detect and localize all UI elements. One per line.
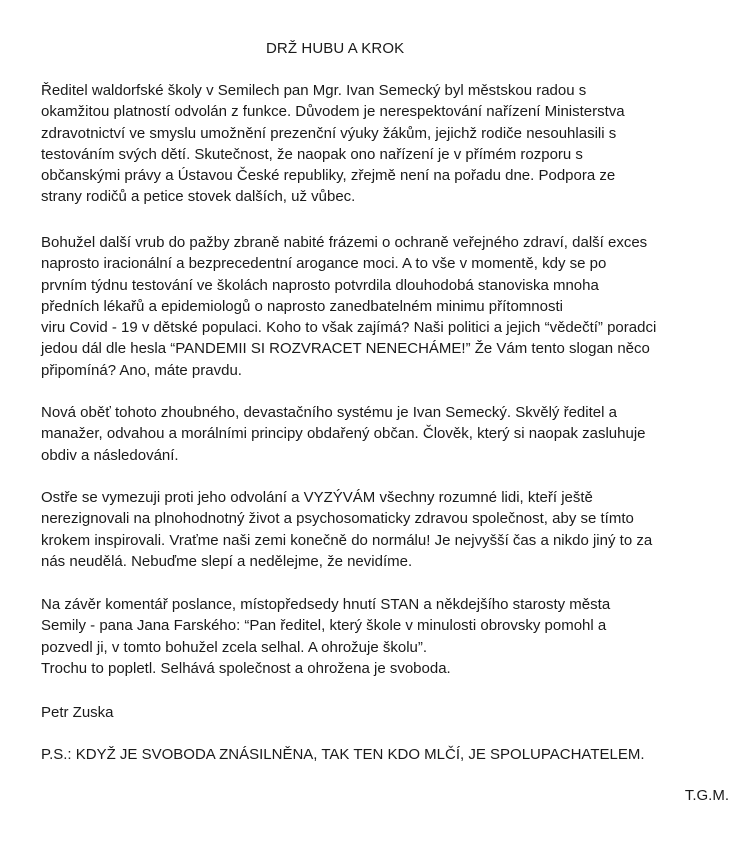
paragraph-3 (41, 402, 713, 466)
paragraph-line: Semily - pana Jana Farského: “Pan ředitel, který škole v minulosti obrovsky pomohl a (41, 617, 607, 635)
paragraph-line: Na závěr komentář poslance, místopředsedy hnutí STAN a někdejšího starosty města (41, 596, 611, 613)
paragraph-line: Nová oběť tohoto zhoubného, devastačního systému je Ivan Semecký. Skvělý ředitel a (41, 404, 617, 421)
paragraph-line: Trochu to popletl. Selhává společnost a ohrožena je svoboda. (41, 659, 451, 677)
paragraph-line: krokem inspirovali. Vraťme naši zemi konečně do normálu! Je nejvyšší čas a nikdo jiný to za (41, 531, 653, 549)
paragraph-2 (41, 232, 713, 381)
paragraph-line: okamžitou platností odvolán z funkce. Důvodem je nerespektování nařízení Ministerstva (41, 103, 625, 121)
paragraph-line: manažer, odvahou a morálními principy obdařený občan. Člověk, který si naopak zasluhuje (41, 425, 646, 443)
author-signature (41, 702, 713, 723)
paragraph-line: občanskými právy a Ústavou České republiky, zřejmě není na pořadu dne. Podpora ze (41, 167, 616, 185)
paragraph-line: jedou dál dle hesla “PANDEMII SI ROZVRACET NENECHÁME!” Že Vám tento slogan něco (41, 340, 650, 358)
paragraph-line: strany rodičů a petice stovek dalších, už vůbec. (41, 188, 356, 206)
paragraph-line: testováním svých dětí. Skutečnost, že naopak ono nařízení je v přímém rozporu s (41, 145, 583, 163)
paragraph-line: zdravotnictví ve smyslu umožnění prezenční výuky žákům, jejichž rodiče nesouhlasili s (41, 124, 617, 142)
paragraph-4 (41, 487, 713, 572)
signature-text: Petr Zuska (41, 704, 114, 721)
postscript-text: P.S.: KDYŽ JE SVOBODA ZNÁSILNĚNA, TAK TEN KDO MLČÍ, JE SPOLUPACHATELEM. (41, 746, 645, 763)
document-title: DRŽ HUBU A KROK (266, 40, 405, 57)
paragraph-line: naprosto iracionální a bezprecedentní arogance moci. A to vše v momentě, kdy se po (41, 255, 607, 273)
paragraph-line: nerezignovali na plnohodnotný život a psychosomaticky zdravou společnost, aby se tímto (41, 510, 634, 528)
paragraph-line: Ostře se vymezuji proti jeho odvolání a VYZÝVÁM všechny rozumné lidi, kteří ještě (41, 489, 593, 506)
paragraph-line: Ředitel waldorfské školy v Semilech pan Mgr. Ivan Semecký byl městskou radou s (41, 82, 587, 99)
paragraph-5 (41, 594, 713, 679)
paragraph-line: připomíná? Ano, máte pravdu. (41, 361, 242, 379)
paragraph-line: viru Covid - 19 v dětské populaci. Koho to však zajímá? Naši politici a jejich “vědečtí” poradci (41, 319, 657, 337)
paragraph-line: pozvedl ji, v tomto bohužel zcela selhal. A ohrožuje školu”. (41, 638, 428, 656)
paragraph-line: obdiv a následování. (41, 446, 179, 464)
postscript-attribution: T.G.M. (684, 787, 729, 804)
paragraph-line: nás neudělá. Nebuďme slepí a nedělejme, že nevidíme. (41, 552, 413, 570)
paragraph-line: předních lékařů a epidemiologů o naprosto zanedbatelném minimu přítomnosti (41, 297, 563, 315)
postscript (41, 744, 713, 765)
paragraph-1 (41, 80, 713, 208)
paragraph-line: prvním týdnu testování ve školách naprosto potvrdila dlouhodobá stanoviska mnoha (41, 276, 599, 294)
paragraph-line: Bohužel další vrub do pažby zbraně nabité frázemi o ochraně veřejného zdraví, další exces (41, 234, 648, 251)
